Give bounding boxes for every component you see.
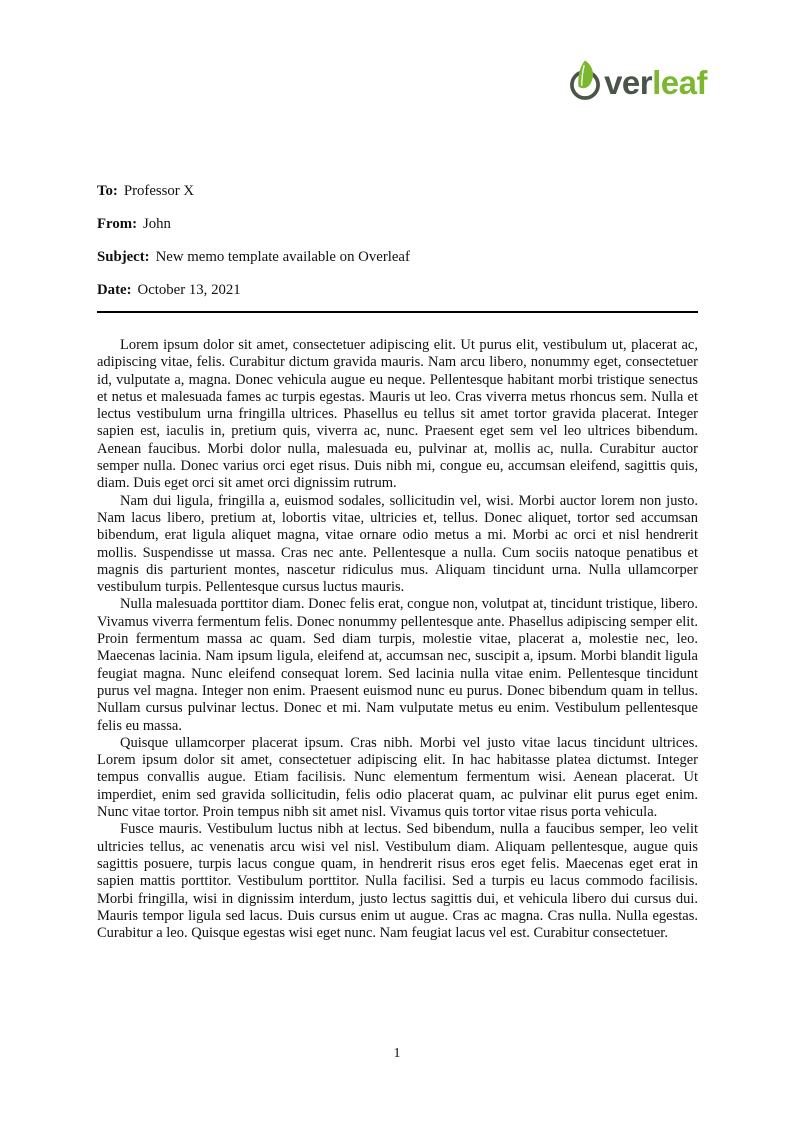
memo-body	[97, 337, 698, 942]
body-paragraph: Fusce mauris. Vestibulum luctus nibh at lectus. Sed bibendum, nulla a faucibus semper, leo velit ultricies tellus, ac venenatis arcu wisi vel nisl. Vestibulum diam. Aliquam pellentesque, augue quis sagittis posuere, turpis lacus congue quam, in hendrerit risus eros eget felis. Maecenas eget erat in sapien mattis porttitor. Vestibulum porttitor. Nulla facilisi. Sed a turpis eu lacus commodo facilisis. Morbi fringilla, wisi in dignissim interdum, justo lectus sagittis dui, et vehicula libero dui cursus dui. Mauris tempor ligula sed lacus. Duis cursus enim ut augue. Cras ac magna. Cras nulla. Nulla egestas. Curabitur a leo. Quisque egestas wisi eget nunc. Nam feugiat lacus vel est. Curabitur consectetuer.	[97, 821, 698, 942]
logo-text-green: leaf	[652, 64, 707, 101]
overleaf-leaf-o-icon	[567, 58, 603, 102]
memo-field-to	[97, 182, 698, 200]
memo-field-date	[97, 281, 698, 299]
page-number: 1	[393, 1046, 401, 1061]
body-paragraph: Lorem ipsum dolor sit amet, consectetuer adipiscing elit. Ut purus elit, vestibulum ut, placerat ac, adipiscing vitae, felis. Curabitur dictum gravida mauris. Nam arcu libero, nonummy eget, consectetuer id, vulputate a, magna. Donec vehicula augue eu neque. Pellentesque habitant morbi tristique senectus et netus et malesuada fames ac turpis egestas. Mauris ut leo. Cras viverra metus rhoncus sem. Nulla et lectus vestibulum urna fringilla ultrices. Phasellus eu tellus sit amet tortor gravida placerat. Integer sapien est, iaculis in, pretium quis, viverra ac, nunc. Praesent eget sem vel leo ultrices bibendum. Aenean faucibus. Morbi dolor nulla, malesuada eu, pulvinar at, mollis ac, nulla. Curabitur auctor semper nulla. Donec varius orci eget risus. Duis nibh mi, congue eu, accumsan eleifend, sagittis quis, diam. Duis eget orci sit amet orci dignissim rutrum.	[97, 337, 698, 492]
memo-field-label: Subject:	[97, 249, 150, 265]
overleaf-logo	[567, 58, 707, 99]
logo-text-dark: ver	[604, 64, 653, 101]
divider-rule	[97, 311, 698, 313]
memo-field-value: New memo template available on Overleaf	[155, 249, 410, 265]
memo-field-label: Date:	[97, 282, 132, 298]
memo-field-value: Professor X	[123, 183, 195, 199]
memo-header	[97, 182, 698, 314]
memo-field-label: To:	[97, 183, 118, 199]
body-paragraph: Nam dui ligula, fringilla a, euismod sodales, sollicitudin vel, wisi. Morbi auctor lorem non justo. Nam lacus libero, pretium at, lobortis vitae, ultricies et, tellus. Donec aliquet, tortor sed accumsan bibendum, erat ligula aliquet magna, vitae ornare odio metus a mi. Morbi ac orci et nisl hendrerit mollis. Suspendisse ut massa. Cras nec ante. Pellentesque a nulla. Cum sociis natoque penatibus et magnis dis parturient montes, nascetur ridiculus mus. Aliquam tincidunt urna. Nulla ullamcorper vestibulum turpis. Pellentesque cursus luctus mauris.	[97, 492, 698, 596]
memo-field-from	[97, 215, 698, 233]
memo-field-value: John	[143, 216, 171, 232]
memo-field-subject	[97, 248, 698, 266]
memo-field-value: October 13, 2021	[137, 282, 241, 298]
body-paragraph: Quisque ullamcorper placerat ipsum. Cras nibh. Morbi vel justo vitae lacus tincidunt ultrices. Lorem ipsum dolor sit amet, consectetuer adipiscing elit. In hac habitasse platea dictumst. Integer tempus convallis augue. Etiam facilisis. Nunc elementum fermentum wisi. Aenean placerat. Ut imperdiet, enim sed gravida sollicitudin, felis odio placerat quam, ac pulvinar elit purus eget enim. Nunc vitae tortor. Proin tempus nibh sit amet nisl. Vivamus quis tortor vitae risus porta vehicula.	[97, 734, 698, 821]
body-paragraph: Nulla malesuada porttitor diam. Donec felis erat, congue non, volutpat at, tincidunt tristique, libero. Vivamus viverra fermentum felis. Donec nonummy pellentesque ante. Phasellus adipiscing semper elit. Proin fermentum massa ac quam. Sed diam turpis, molestie vitae, placerat a, molestie nec, leo. Maecenas lacinia. Nam ipsum ligula, eleifend at, accumsan nec, suscipit a, ipsum. Morbi blandit ligula feugiat magna. Nunc eleifend consequat lorem. Sed lacinia nulla vitae enim. Pellentesque tincidunt purus vel magna. Integer non enim. Praesent euismod nunc eu purus. Donec bibendum quam in tellus. Nullam cursus pulvinar lectus. Donec et mi. Nam vulputate metus eu enim. Vestibulum pellentesque felis eu massa.	[97, 596, 698, 734]
memo-field-label: From:	[97, 216, 137, 232]
